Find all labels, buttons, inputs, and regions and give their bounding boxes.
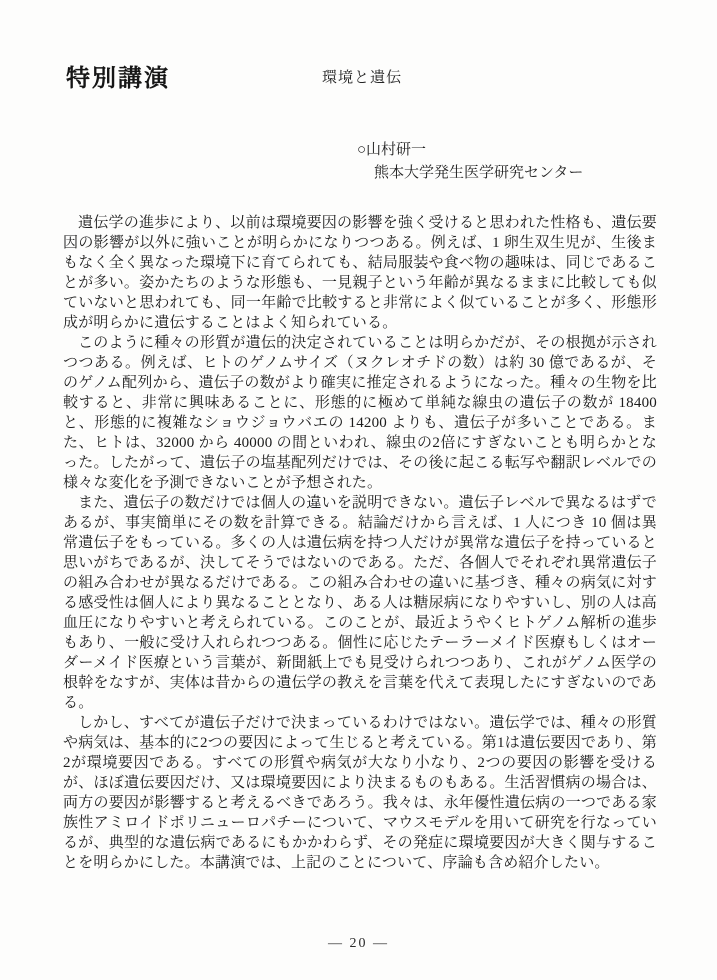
paragraph: また、遺伝子の数だけでは個人の違いを説明できない。遺伝子レベルで異なるはずであるが、事実簡単にその数を計算できる。結論だけから言えば、1 人につき 10 個は異常遺伝子をもっている。多くの人は遺伝病を持つ人だけが異常な遺伝子を持っていると思いがちであるが、決してそうではないのである。ただ、各個人でそれぞれ異常遺伝子の組み合わせが異なるだけである。この組み合わせの違いに基づき、種々の病気に対する感受性は個人により異なることとなり、ある人は糖尿病になりやすいし、別の人は高血圧になりやすいと考えられている。このことが、最近ようやくヒトゲノム解析の進歩もあり、一般に受け入れられつつある。個性に応じたテーラーメイド医療もしくはオーダーメイド医療という言葉が、新聞紙上でも見受けられつつあり、これがゲノム医学の根幹をなすが、実体は昔からの遺伝学の教えを言葉を代えて表現したにすぎないのである。	[63, 495, 657, 711]
page-title: 環境と遺伝	[322, 70, 403, 86]
paragraph: 遺伝学の進歩により、以前は環境要因の影響を強く受けると思われた性格も、遺伝要因の影響が以外に強いことが明らかになりつつある。例えば、1 卵生双生児が、生後まもなく全く異なった環境下に育てられても、結局服装や食べ物の趣味は、同じであることが多い。姿かたちのような形態も、一見親子という年齢が異なるままに比較しても似ていないと思われても、同一年齢で比較すると非常によく似ていることが多く、形態形成が明らかに遺伝することはよく知られている。	[63, 215, 657, 331]
abstract-body	[63, 213, 657, 873]
presenter-name: ○山村研一	[357, 142, 427, 158]
author-block	[357, 139, 583, 185]
section-label: 特別講演	[66, 65, 170, 92]
paragraph: しかし、すべてが遺伝子だけで決まっているわけではない。遺伝学では、種々の形質や病気は、基本的に2つの要因によって生じると考えている。第1は遺伝要因であり、第2が環境要因である。すべての形質や病気が大なり小なり、2つの要因の影響を受けるが、ほぼ遺伝要因だけ、又は環境要因により決まるものもある。生活習慣病の場合は、両方の要因が影響すると考えるべきであろう。我々は、永年優性遺伝病の一つである家族性アミロイドポリニューロパチーについて、マウスモデルを用いて研究を行なっているが、典型的な遺伝病であるにもかかわらず、その発症に環境要因が大きく関与することを明らかにした。本講演では、上記のことについて、序論も含め紹介したい。	[63, 715, 657, 871]
page-number: — 20 —	[328, 936, 389, 951]
presenter-affiliation: 熊本大学発生医学研究センター	[374, 165, 584, 181]
paragraph: このように種々の形質が遺伝的決定されていることは明らかだが、その根拠が示されつつある。例えば、ヒトのゲノムサイズ（ヌクレオチドの数）は約 30 億であるが、そのゲノム配列から、遺伝子の数がより確実に推定されるようになった。種々の生物を比較すると、非常に興味あることに、形態的に極めて単純な線虫の遺伝子の数が 18400 と、形態的に複雑なショウジョウバエの 14200 よりも、遺伝子が多いことである。また、ヒトは、32000 から 40000 の間といわれ、線虫の2倍にすぎないことも明らかとなった。したがって、遺伝子の塩基配列だけでは、その後に起こる転写や翻訳レベルでの様々な変化を予測できないことが予想された。	[63, 335, 657, 491]
